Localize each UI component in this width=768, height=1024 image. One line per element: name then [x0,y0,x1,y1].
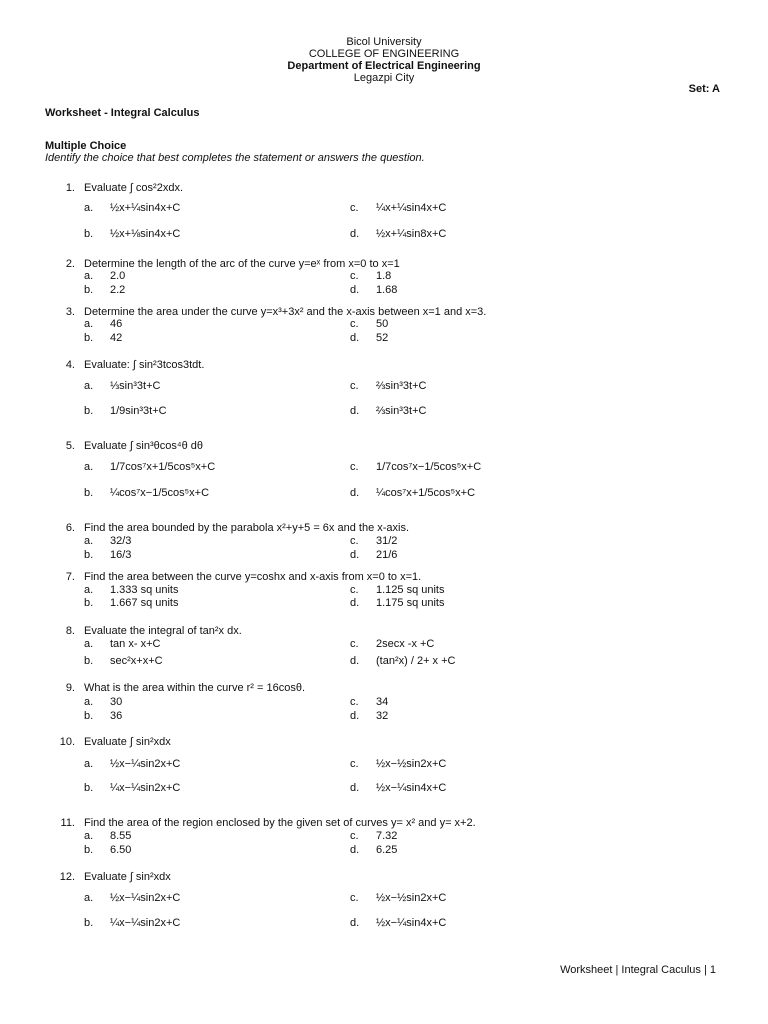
page-footer: Worksheet | Integral Caculus | 1 [560,964,716,976]
question-text: Find the area between the curve y=coshx and x-axis from x=0 to x=1. [84,571,422,583]
question-text: What is the area within the curve r² = 16cosθ. [84,682,306,694]
city-name: Legazpi City [353,72,415,84]
worksheet-title: Worksheet - Integral Calculus [45,107,200,119]
question-text: Evaluate ∫ cos²2xdx. [84,182,184,194]
question-text: Evaluate ∫ sin²xdx [84,736,171,748]
question-text: Evaluate ∫ sin²xdx [84,871,171,883]
instructions: Identify the choice that best completes the statement or answers the question. [45,152,425,164]
section-title: Multiple Choice [45,140,127,152]
question-text: Find the area bounded by the parabola x²+y+5 = 6x and the x-axis. [84,522,410,534]
college-name: COLLEGE OF ENGINEERING [308,48,460,60]
question-text: Determine the length of the arc of the curve y=eˣ from x=0 to x=1 [84,258,400,270]
set-label: Set: A [688,83,720,95]
question-text: Find the area of the region enclosed by the given set of curves y= x² and y= x+2. [84,817,476,829]
question-text: Evaluate the integral of tan²x dx. [84,625,242,637]
question-number: 1. [65,182,75,194]
university-name: Bicol University [346,36,422,48]
worksheet-page: Bicol University COLLEGE OF ENGINEERING Department of Electrical Engineering Legazpi City Set: A Worksheet - Integral Calculus Multiple Choice Identify the choice that best completes the statement or answers the question. 1. Evaluate ∫ cos²2xdx. a. ½x+¼sin4x+C c. ¼x+¼sin4x+C b. ½x+⅛sin4x+C d. ½x+¼sin8x+C 2. Determine the length of the arc of the curve y=eˣ from x=0 to x=1 a. 2.0 c. 1.8 b. 2.2 d. 1.68 3. Determine the area under the curve y=x³+3x² and the x-axis between x=1 and x=3. a. 46 c. 50 b. 42 d. 52 4. Evaluate: ∫ sin²3tcos3tdt. a. ⅓sin³3t+C c. ⅔sin³3t+C b. 1/9sin³3t+C d. ⅔sin³3t+C 5. Evaluate ∫ sin³θcos⁴θ dθ a. 1/7cos⁷x+1/5cos⁵x+C c. 1/7cos⁷x−1/5cos⁵x+C b. ¼cos⁷x−1/5cos⁵x+C d. ¼cos⁷x+1/5cos⁵x+C 6. Find the area bounded by the parabola x²+y+5 = 6x and the x-axis. a. 32/3 c. 31/2 b. 16/3 d. 21/6 7. Find the area between the curve y=coshx and x-axis from x=0 to x=1. a. 1.333 sq units c. 1.125 sq units b. 1.667 sq units d. 1.175 sq units 8. Evaluate the integral of tan²x dx. a. tan x- x+C c. 2secx -x +C b. sec²x+x+C d. (tan²x) / 2+ x +C 9. What is the area within the curve r² = 16cosθ. a. 30 c. 34 b. 36 d. 32 10. Evaluate ∫ sin²xdx a. ½x−¼sin2x+C c. ½x−½sin2x+C b. ¼x−¼sin2x+C d. ½x−¼sin4x+C 11. Find the area of the region enclosed by the given set of curves y= x² and y= x+2. a. 8.55 c. 7.32 b. 6.50 d. 6.25 12. Evaluate ∫ sin²xdx a. ½x−¼sin2x+C c. ½x−½sin2x+C b. ¼x−¼sin2x+C d. ½x−¼sin4x+C Worksheet | Integral Caculus | 1 [0,0,768,1024]
question-text: Evaluate ∫ sin³θcos⁴θ dθ [84,440,204,452]
department-name: Department of Electrical Engineering [287,60,481,72]
question-text: Evaluate: ∫ sin²3tcos3tdt. [84,359,205,371]
question-text: Determine the area under the curve y=x³+3x² and the x-axis between x=1 and x=3. [84,306,487,318]
